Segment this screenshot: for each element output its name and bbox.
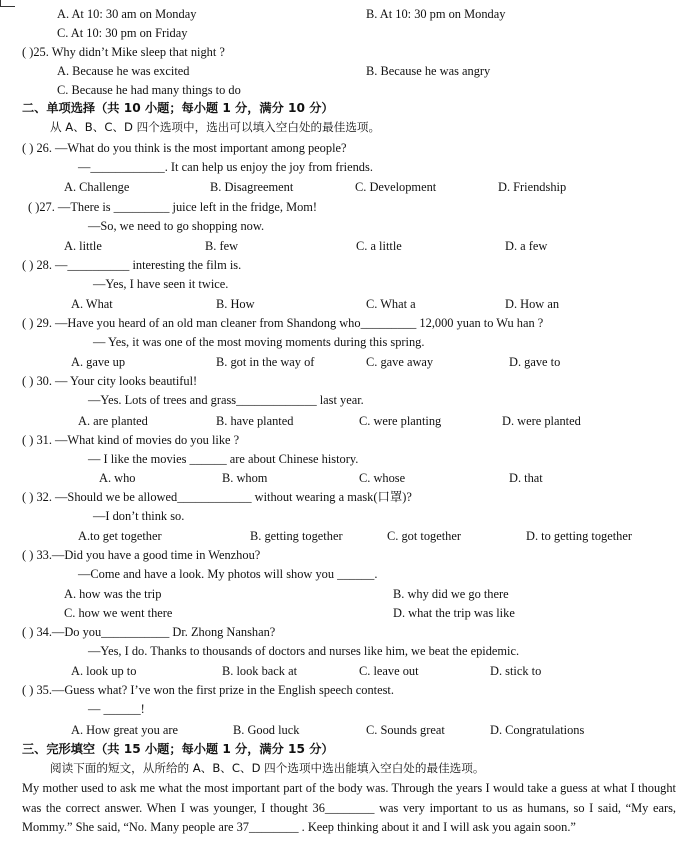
text-line-l04: ( )25. Why didn’t Mike sleep that night ? bbox=[22, 45, 225, 59]
text-line-l25: B. How bbox=[216, 297, 255, 311]
text-line-l49: B. getting together bbox=[250, 529, 343, 543]
text-line-l22: ( ) 28. —__________ interesting the film is. bbox=[22, 258, 242, 272]
text-line-l53: —Come and have a look. My photos will show you ______. bbox=[78, 567, 378, 581]
text-line-l13: B. Disagreement bbox=[210, 180, 294, 194]
text-line-l36: A. are planted bbox=[78, 414, 148, 428]
text-line-l51: D. to getting together bbox=[526, 529, 632, 543]
text-line-l48: A.to get together bbox=[78, 529, 162, 543]
text-line-l09: 从 A、B、C、D 四个选项中，选出可以填入空白处的最佳选项。 bbox=[50, 120, 381, 134]
text-line-l07: C. Because he had many things to do bbox=[57, 83, 241, 97]
text-line-l61: B. look back at bbox=[222, 664, 298, 678]
text-line-l55: B. why did we go there bbox=[393, 587, 509, 601]
text-line-l70: 三、完形填空（共 15 小题；每小题 1 分，满分 15 分） bbox=[22, 742, 334, 756]
text-line-l31: B. got in the way of bbox=[216, 355, 315, 369]
text-line-l71: 阅读下面的短文，从所给的 A、B、C、D 四个选项中选出能填入空白处的最佳选项。 bbox=[50, 761, 485, 775]
text-line-l44: C. whose bbox=[359, 471, 406, 485]
text-line-l43: B. whom bbox=[222, 471, 268, 485]
cloze-passage: My mother used to ask me what the most important part of the body was. Through the years I would take a guess at what I thought was the correct answer. When I was younger, I thought 36________ was very important to us as humans, so I said, “My ears, Mommy.” She said, “No. Many people are 37________ . Keep thinking about it and I will ask you again soon.” bbox=[22, 781, 676, 835]
text-line-l37: B. have planted bbox=[216, 414, 294, 428]
text-line-l10: ( ) 26. —What do you think is the most important among people? bbox=[22, 141, 347, 155]
text-line-l35: —Yes. Lots of trees and grass_____________ last year. bbox=[88, 393, 364, 407]
text-line-l26: C. What a bbox=[366, 297, 416, 311]
text-line-l39: D. were planted bbox=[502, 414, 581, 428]
text-line-l66: A. How great you are bbox=[71, 723, 179, 737]
text-line-l27: D. How an bbox=[505, 297, 560, 311]
text-line-l52: ( ) 33.—Did you have a good time in Wenzhou? bbox=[22, 548, 261, 562]
text-line-l20: C. a little bbox=[356, 239, 402, 253]
text-line-l23: —Yes, I have seen it twice. bbox=[93, 277, 229, 291]
text-line-l57: D. what the trip was like bbox=[393, 606, 515, 620]
text-line-l40: ( ) 31. —What kind of movies do you like ? bbox=[22, 433, 240, 447]
text-line-l28: ( ) 29. —Have you heard of an old man cleaner from Shandong who_________ 12,000 yuan to Wu han ? bbox=[22, 316, 544, 330]
text-line-l12: A. Challenge bbox=[64, 180, 130, 194]
text-line-l06: B. Because he was angry bbox=[366, 64, 491, 78]
text-line-l34: ( ) 30. — Your city looks beautiful! bbox=[22, 374, 198, 388]
text-line-l42: A. who bbox=[99, 471, 136, 485]
text-line-l45: D. that bbox=[509, 471, 543, 485]
text-line-l01: A. At 10: 30 am on Monday bbox=[57, 7, 197, 21]
text-line-l03: C. At 10: 30 pm on Friday bbox=[57, 26, 188, 40]
text-line-l54: A. how was the trip bbox=[64, 587, 162, 601]
text-line-l29: — Yes, it was one of the most moving moments during this spring. bbox=[93, 335, 425, 349]
text-line-l18: A. little bbox=[64, 239, 102, 253]
text-line-l41: — I like the movies ______ are about Chinese history. bbox=[88, 452, 359, 466]
text-line-l60: A. look up to bbox=[71, 664, 137, 678]
text-line-l65: — ______! bbox=[88, 702, 145, 716]
text-line-l11: —____________. It can help us enjoy the joy from friends. bbox=[78, 160, 373, 174]
text-line-l08: 二、单项选择（共 10 小题；每小题 1 分，满分 10 分） bbox=[22, 101, 334, 115]
text-line-l30: A. gave up bbox=[71, 355, 126, 369]
text-line-l64: ( ) 35.—Guess what? I’ve won the first prize in the English speech contest. bbox=[22, 683, 394, 697]
text-line-l58: ( ) 34.—Do you___________ Dr. Zhong Nanshan? bbox=[22, 625, 276, 639]
text-line-l05: A. Because he was excited bbox=[57, 64, 190, 78]
text-line-l19: B. few bbox=[205, 239, 239, 253]
text-line-l14: C. Development bbox=[355, 180, 437, 194]
text-line-l46: ( ) 32. —Should we be allowed____________ without wearing a mask(口罩)? bbox=[22, 490, 412, 504]
text-line-l68: C. Sounds great bbox=[366, 723, 445, 737]
text-line-l15: D. Friendship bbox=[498, 180, 567, 194]
text-line-l69: D. Congratulations bbox=[490, 723, 585, 737]
text-line-l21: D. a few bbox=[505, 239, 548, 253]
text-line-l50: C. got together bbox=[387, 529, 461, 543]
text-line-l16: ( )27. —There is _________ juice left in the fridge, Mom! bbox=[28, 200, 318, 214]
corner-mark bbox=[0, 0, 15, 7]
text-line-l38: C. were planting bbox=[359, 414, 442, 428]
text-line-l59: —Yes, I do. Thanks to thousands of doctors and nurses like him, we beat the epidemic. bbox=[88, 644, 520, 658]
text-line-l62: C. leave out bbox=[359, 664, 419, 678]
text-line-l24: A. What bbox=[71, 297, 113, 311]
text-line-l02: B. At 10: 30 pm on Monday bbox=[366, 7, 506, 21]
text-line-l47: —I don’t think so. bbox=[93, 509, 185, 523]
text-line-l33: D. gave to bbox=[509, 355, 561, 369]
text-line-l17: —So, we need to go shopping now. bbox=[88, 219, 265, 233]
text-line-l63: D. stick to bbox=[490, 664, 542, 678]
text-line-l67: B. Good luck bbox=[233, 723, 300, 737]
text-line-l32: C. gave away bbox=[366, 355, 434, 369]
text-line-l56: C. how we went there bbox=[64, 606, 173, 620]
